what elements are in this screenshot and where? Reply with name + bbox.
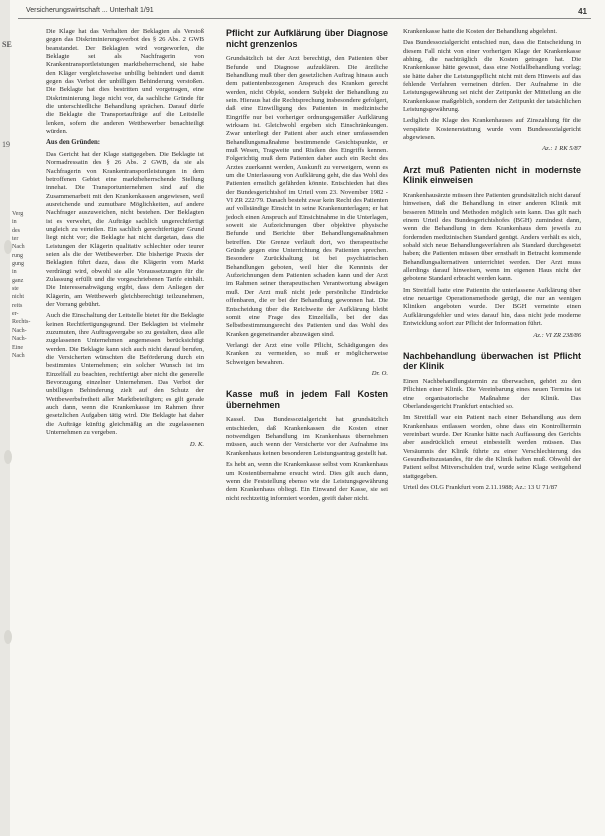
margin-note: nicht [12,294,24,301]
margin-note: Nach- [12,327,27,334]
author-signature: Dr. O. [371,369,388,377]
case-reference: Az.: VI ZR 238/86 [533,331,581,339]
body-paragraph: Einen Nachbehandlungstermin zu überwachen, gehört zu den Pflichten einer Klinik. Die Vereinbarung eines neuen Termins ist eine organisatorische Maßnahme der Klinik. Das Oberlandesgericht Frankfurt entschied so. [403,378,581,411]
body-paragraph: Krankenhausärzte müssen ihre Patienten grundsätzlich nicht darauf hinweisen, daß die Behandlung in einer anderen Klinik mit besseren Mitteln und Methoden möglich sein kann. Das gilt nach einem Urteil des Bundesgerichtshofes (BGH) zumindest dann, wenn die Behandlung in dem Krankenhaus dem jeweils zu fordernden medizinischen Standard genügt. Anders verhält es sich, sobald sich neue Behandlungsverfahren als Standard durchgesetzt haben; die Patienten müssen über ernsthaft in Betracht kommende Behandlungsalternativen unterrichtet werden. Der Arzt muss allerdings darauf hinweisen, wenn im eigenen Haus nicht der gebotene Standard erbracht werden kann. [403,192,581,283]
body-paragraph: Im Streitfall war ein Patient nach einer Behandlung aus dem Krankenhaus entlassen worden, ohne dass ein Kontrolltermin vereinbart wurde. Der Kranke hätte nach Auffassung des Gerichts aber ausdrücklich erneut einbestellt werden müssen. Das Versäumnis der Klinik führte zu einer Verschlechterung des Gesundheitszustandes, für die die Klinik haften muß. Obwohl der Patient selbst Mitverschulden traf, wurde seine Klage weitgehend stattgegeben. [403,414,581,480]
margin-note: ste [12,286,19,293]
binder-hole [4,450,12,464]
article-headline: Pflicht zur Aufklärung über Diagnose nicht grenzenlos [226,28,388,49]
margin-note: Nach- [12,336,27,343]
margin-note: ter [12,236,19,243]
body-paragraph: Im Streitfall hatte eine Patientin die unterlassene Aufklärung über eine neuartige Operationsmethode gerügt, die nur an wenigen Kliniken angeboten wurde. Der BGH verneinte einen Aufklärungsfehler und wies darauf hin, dass nicht jede moderne Entwicklung sofort zur Pflicht der Information führt. [403,286,581,328]
margin-note: des [12,227,20,234]
body-paragraph: Grundsätzlich ist der Arzt berechtigt, den Patienten über Befunde und Diagnose aufzuklären. Die ärztliche Behandlung muß über den gesetzlichen Auftrag hinaus auch dem patientenbezogenen Anspruch des Kranken gerecht werden, nicht Objekt, sondern Subjekt der Behandlung zu sein. Hieraus hat die Rechtsprechung insbesondere gefolgert, daß eine Einwilligung des Patienten in medizinische Eingriffe nur bei vorheriger ordnungsgemäßer Aufklärung wirksam ist. Gleichwohl ergeben sich Einschränkungen. Zwar unterliegt der Patient aber auch einer umfassenden Behandlungsmaßnahme bestimmende Gesichtspunkte, er muß Wesen, Tragweite und Risiken des Eingriffs kennen. Folgerichtig muß dem Patienten daher auch ein Recht des Arztes zuerkannt werden, Auskunft zu verweigern, wenn es um die Unterlassung von Aufklärung geht, die das Wohl des Patienten ernstlich gefährden könnte. Entschieden hat dies der Bundesgerichtshof im Urteil vom 23. November 1982 - VI ZR 222/79. Danach besteht zwar kein Recht des Patienten auf vollständige Einsicht in seine Krankenunterlagen; er hat jedoch einen Anspruch auf Einsichtnahme in die Unterlagen, soweit sie Aufzeichnungen über objektive physische Befunde und Berichte über Behandlungsmaßnahmen betreffen. Die Grenze verläuft dort, wo therapeutische Gründe gegen eine Unterrichtung des Patienten sprechen. Besondere Zurückhaltung ist bei psychiatrischen Behandlungen geboten, weil hier die Kenntnis der Aufzeichnungen dem Patienten schaden kann und der Arzt im Rahmen seiner therapeutischen Verantwortung abwägen muß. Der Arzt muß nicht jede persönliche Eindrücke offenbaren, die er bei der Behandlung gewonnen hat. Die Entscheidung über die Reichweite der Aufklärung bleibt somit eine Frage des Einzelfalls, bei der das Selbstbestimmungsrecht des Patienten und das Wohl des Kranken gegeneinander abzuwägen sind. [226,55,388,338]
author-signature: D. K. [189,440,204,448]
edge-mark: SE [2,40,12,49]
body-paragraph: Verlangt der Arzt eine volle Pflicht, Schädigungen des Kranken zu vermeiden, so muß er möglicherweise Schweigen bewahren. [226,341,388,366]
case-reference: Az.: 1 RK 5/87 [542,145,581,153]
margin-note: in [12,219,17,226]
binder-hole [4,240,12,254]
body-paragraph: Lediglich die Klage des Krankenhauses auf Zinszahlung für die verspätete Kostenerstattung wurde vom Bundessozialgericht abgewiesen. [403,117,581,142]
margin-note: ganz [12,277,24,284]
page-number: 41 [578,7,587,16]
body-paragraph: Die Klage hat das Verhalten der Beklagten als Verstoß gegen das Diskriminierungsverbot des § 26 Abs. 2 GWB beanstandet. Der Beklagten wird vorgeworfen, die Beklagte sei als Nachfragerin von Krankentransportleistungen marktbeherrschend, sie habe den Kläger vergleichsweise unbillig behindert und damit gegen das Verbot der unbilligen Behinderung verstoßen. Die Beklagte hat dies bestritten und vorgetragen, eine Diskriminierung liege nicht vor, da sachliche Gründe für die unterschiedliche Behandlung sprächen. Darauf dürfe die Beklagte die Transportaufträge auf die Leitstelle lenken, sofern die anderen Wettbewerber benachteiligt würden. [46,28,204,136]
body-paragraph: Das Gericht hat der Klage stattgegeben. Die Beklagte ist Normadressatin des § 26 Abs. 2 GWB, da sie als Nachfragerin von Krankentransportleistungen in dem betroffenen Gebiet eine marktbeherrschende Stellung innehat. Die Transportunternehmen sind auf die Zusammenarbeit mit den Krankenkassen angewiesen, weil ausreichende und zumutbare Möglichkeiten, auf andere Nachfrager auszuweichen, nicht bestehen. Der Beklagten ist es verwehrt, die Aufträge sachlich ungerechtfertigt ungleich zu verteilen. Ein sachlich gerechtfertigter Grund liegt nicht vor; die Beklagte hat nicht dargetan, dass die Leistungen der Klägerin qualitativ schlechter oder teurer seien als die der Wettbewerber. Die bisherige Praxis der Beklagten führt dazu, dass die Klägerin vom Markt verdrängt wird, obwohl sie alle Voraussetzungen für die Zulassung erfüllt und die vorgeschriebenen Tarife einhält. Die Interessenabwägung ergibt, dass dem Anliegen der Klägerin, am Wettbewerb gleichberechtigt teilzunehmen, der Vorrang gebührt. [46,150,204,308]
margin-note: in [12,269,17,276]
article-headline: Kasse muß in jedem Fall Kosten übernehmen [226,389,388,410]
body-paragraph: Das Bundessozialgericht entschied nun, dass die Entscheidung in diesem Fall nicht von einer vorherigen Klage der Krankenkasse abhing, die nachträglich die Kosten getragen hat. Die Krankenkasse hätte gewusst, dass eine Notfallbehandlung vorlag; sie hätte daher die Leistungspflicht nicht mit dem Hinweis auf das fehlende Verfahren verneinen dürfen. Der Aufnahme in die Leistungsgewährung sei nicht der Zeitpunkt der Mitteilung an die Krankenkasse maßgeblich, sondern der Zeitpunkt der tatsächlichen Leistungsgewährung. [403,39,581,114]
column-middle [226,28,388,506]
body-paragraph: Krankenkasse hatte die Kosten der Behandlung abgelehnt. [403,28,557,35]
body-paragraph: Auch die Einschaltung der Leitstelle bietet für die Beklagte keinen Rechtfertigungsgrund. Der Beklagten ist vielmehr zuzumuten, ihre Auftragsvergabe so zu gestalten, dass alle zugelassenen Unternehmen angemessen berücksichtigt werden. Die Beklagte kann sich auch nicht darauf berufen, die Versicherten wünschten die Beförderung durch ein bestimmtes Unternehmen; ein solcher Wunsch ist im Einzelfall zu beachten, rechtfertigt aber nicht die generelle Bevorzugung einzelner Unternehmen. Das Verbot der unbilligen Behinderung zielt auf den Schutz der Wettbewerbsfreiheit aller Marktbeteiligten; es gilt gerade auch dann, wenn die Krankenkasse im Rahmen ihrer gesetzlichen Aufgaben tätig wird. Die Beklagte hat daher die Aufträge künftig gleichmäßig an die zugelassenen Unternehmen zu vergeben. [46,312,204,437]
edge-mark: 19 [2,140,10,149]
column-right [403,28,581,496]
body-paragraph: Kassel. Das Bundessozialgericht hat grundsätzlich entschieden, daß Krankenkassen die Kosten einer notwendigen Behandlung im Krankenhaus übernehmen müssen, auch wenn der Versicherte vor der Aufnahme ins Krankenhaus keinen besonderen Leistungsantrag gestellt hat. [226,416,388,457]
binder-hole [4,630,12,644]
margin-note: Rechts- [12,319,31,326]
column-left [46,28,204,452]
margin-note: Nach [12,244,25,251]
margin-note: reits [12,302,23,309]
margin-note: gung [12,261,24,268]
margin-note: er- [12,311,19,318]
scan-edge [0,0,10,836]
article-headline: Nachbehandlung überwachen ist Pflicht der Klinik [403,350,581,372]
margin-note: rung [12,252,23,259]
margin-note: Eine [12,344,23,351]
margin-notes [12,210,42,360]
margin-note: Verg [12,211,24,217]
case-reference: Urteil des OLG Frankfurt vom 2.11.1988; Az.: 13 U 71/87 [403,484,558,492]
running-head [18,6,591,19]
article-headline: Arzt muß Patienten nicht in modernste Klinik einweisen [403,164,581,186]
section-subhead: Aus den Gründen: [46,139,101,147]
body-paragraph: Es hebt an, wenn die Krankenkasse selbst vom Krankenhaus um Kostenübernahme ersucht wird. Dies gilt auch dann, wenn die Feststellung ebenso wie die Leistungsgewährung dem Krankenhaus obliegt. Ein Einwand der Kasse, sie sei nicht rechtzeitig informiert worden, greift daher nicht. [226,461,388,502]
running-head-title: Versicherungswirtschaft ... Unterhalt 1/91 [26,7,154,14]
margin-note: Nach [12,352,25,359]
